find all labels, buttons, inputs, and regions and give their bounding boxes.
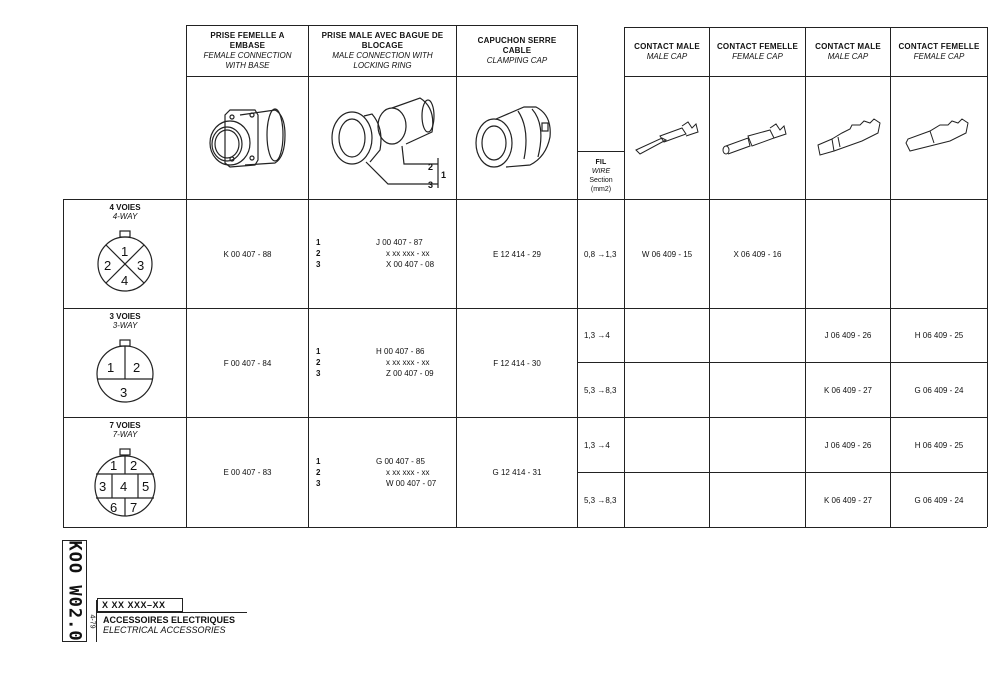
header-fr: CONTACT MALE <box>634 42 700 51</box>
svg-text:2: 2 <box>428 162 434 172</box>
header-en: WITH BASE <box>225 61 270 70</box>
wire-section: 5,3 →8,3 <box>584 495 617 505</box>
svg-text:1: 1 <box>110 458 118 473</box>
title-en: ELECTRICAL ACCESSORIES <box>103 625 226 635</box>
svg-text:4: 4 <box>120 479 128 494</box>
item-ref: Z 00 407 - 09 <box>386 369 434 378</box>
way-en: 3-WAY <box>112 321 138 330</box>
svg-text:6: 6 <box>110 500 118 515</box>
svg-text:2: 2 <box>130 458 138 473</box>
contact-male-ref: K 06 409 - 27 <box>823 495 873 505</box>
item-number: 1 <box>316 238 321 247</box>
header-fr: BLOCAGE <box>361 41 404 50</box>
svg-text:4: 4 <box>121 273 129 288</box>
item-number: 3 <box>316 260 321 269</box>
header-fr: CONTACT FEMELLE <box>716 42 799 51</box>
header-male-connection-locking-ring <box>309 26 456 76</box>
item-number: 2 <box>316 249 321 258</box>
clamp-cap-ref: G 12 414 - 31 <box>492 468 542 477</box>
header-en: FEMALE CAP <box>732 52 783 61</box>
clamp-cap-ref: F 12 414 - 30 <box>493 358 541 368</box>
title-fr: ACCESSOIRES ELECTRIQUES <box>103 615 236 625</box>
svg-text:3: 3 <box>120 385 128 400</box>
item-number: 2 <box>316 358 321 367</box>
svg-text:1: 1 <box>121 244 129 259</box>
wire-section: 1,3 →4 <box>584 331 610 340</box>
item-number: 2 <box>316 468 321 477</box>
header-fr: FIL <box>595 158 607 166</box>
header-wire-section <box>578 152 624 199</box>
item-ref: x xx xxx - xx <box>386 468 430 477</box>
contact-female-ref: H 06 409 - 25 <box>914 440 964 450</box>
svg-text:3: 3 <box>99 479 107 494</box>
pinout-7-way-icon <box>92 446 158 518</box>
contact-female-ref: H 06 409 - 25 <box>914 331 964 340</box>
female-base-ref: K 00 407 - 88 <box>223 249 272 259</box>
contact-male-ref: J 06 409 - 26 <box>824 440 872 450</box>
pinout-4-way-icon <box>95 228 155 294</box>
contact-female-ref: X 06 409 - 16 <box>733 249 782 259</box>
svg-text:2: 2 <box>104 258 112 273</box>
item-ref: J 00 407 - 87 <box>376 238 423 247</box>
wire-section: 5,3 →8,3 <box>584 385 617 395</box>
contact-female-cap-flat-icon <box>900 115 975 160</box>
clamping-cap-icon <box>466 95 566 185</box>
header-fr: CAPUCHON SERRE <box>477 36 557 45</box>
header-contact-female-2 <box>891 28 987 76</box>
item-number: 3 <box>316 479 321 488</box>
contact-female-ref: G 06 409 - 24 <box>914 385 964 395</box>
contact-male-ref: K 06 409 - 27 <box>823 385 873 395</box>
male-ring-refs <box>316 346 452 379</box>
item-ref: X 00 407 - 08 <box>386 260 435 269</box>
svg-text:1: 1 <box>107 360 115 375</box>
header-fr: CONTACT MALE <box>815 42 881 51</box>
header-female-connection-with-base <box>187 26 308 76</box>
contact-male-cap-flat-icon <box>812 115 887 160</box>
svg-text:5: 5 <box>142 479 150 494</box>
item-ref: H 00 407 - 86 <box>376 347 425 356</box>
header-en: MALE CAP <box>827 52 869 61</box>
header-en: MALE CAP <box>646 52 688 61</box>
clamp-cap-ref: E 12 414 - 29 <box>492 249 542 259</box>
male-ring-refs <box>316 237 452 270</box>
contact-female-ref: G 06 409 - 24 <box>914 495 964 505</box>
way-en: 7-WAY <box>112 430 138 439</box>
date-wrap <box>87 600 97 642</box>
contact-male-ref: W 06 409 - 15 <box>641 249 693 259</box>
header-contact-male-2 <box>806 28 890 76</box>
svg-text:1: 1 <box>441 170 447 180</box>
header-fr: PRISE MALE AVEC BAGUE DE <box>321 31 444 40</box>
item-number: 1 <box>316 457 321 466</box>
header-en: CLAMPING CAP <box>486 56 548 65</box>
header-en: MALE CONNECTION WITH <box>332 51 433 60</box>
way-en: 4-WAY <box>112 212 138 221</box>
header-fr: EMBASE <box>229 41 266 50</box>
header-en: FEMALE CONNECTION <box>203 51 292 60</box>
svg-text:3: 3 <box>428 180 434 190</box>
header-section: Section <box>589 176 613 184</box>
wire-section: 1,3 →4 <box>584 440 610 450</box>
contact-female-cap-icon <box>718 120 793 160</box>
contact-male-ref: J 06 409 - 26 <box>824 331 872 340</box>
pinout-3-way-icon <box>95 337 155 405</box>
male-ring-refs <box>316 456 452 489</box>
header-fr: PRISE FEMELLE A <box>210 31 285 40</box>
header-en: LOCKING RING <box>353 61 412 70</box>
svg-text:3: 3 <box>137 258 145 273</box>
way-fr: 7 VOIES <box>109 421 141 430</box>
svg-text:7: 7 <box>130 500 138 515</box>
header-contact-female-1 <box>710 28 805 76</box>
item-ref: x xx xxx - xx <box>386 358 430 367</box>
male-connector-locking-ring-icon <box>320 88 450 196</box>
item-number: 1 <box>316 347 321 356</box>
wire-section: 0,8 →1,3 <box>584 249 617 259</box>
item-ref: x xx xxx - xx <box>386 249 430 258</box>
item-number: 3 <box>316 369 321 378</box>
svg-text:2: 2 <box>133 360 141 375</box>
female-base-ref: E 00 407 - 83 <box>223 468 272 477</box>
part-number: X XX XXX–XX <box>97 598 183 612</box>
item-ref: G 00 407 - 85 <box>376 457 425 466</box>
header-fr: CONTACT FEMELLE <box>898 42 980 51</box>
header-clamping-cap <box>457 26 577 76</box>
way-fr: 3 VOIES <box>109 312 141 321</box>
contact-male-cap-icon <box>632 118 702 158</box>
way-label <box>64 312 186 330</box>
doc-code-wrap <box>62 540 87 642</box>
header-en: WIRE <box>591 167 611 175</box>
revision-date: 4-79 <box>88 613 96 629</box>
header-contact-male-1 <box>625 28 709 76</box>
header-unit: (mm2) <box>590 185 612 193</box>
item-ref: W 00 407 - 07 <box>386 479 437 488</box>
way-fr: 4 VOIES <box>109 203 141 212</box>
way-label <box>64 203 186 221</box>
female-base-connector-icon <box>200 95 295 185</box>
doc-code: KOO W02.0 <box>64 540 85 642</box>
female-base-ref: F 00 407 - 84 <box>223 358 272 368</box>
way-label <box>64 421 186 439</box>
header-fr: CABLE <box>502 46 532 55</box>
header-en: FEMALE CAP <box>913 52 965 61</box>
